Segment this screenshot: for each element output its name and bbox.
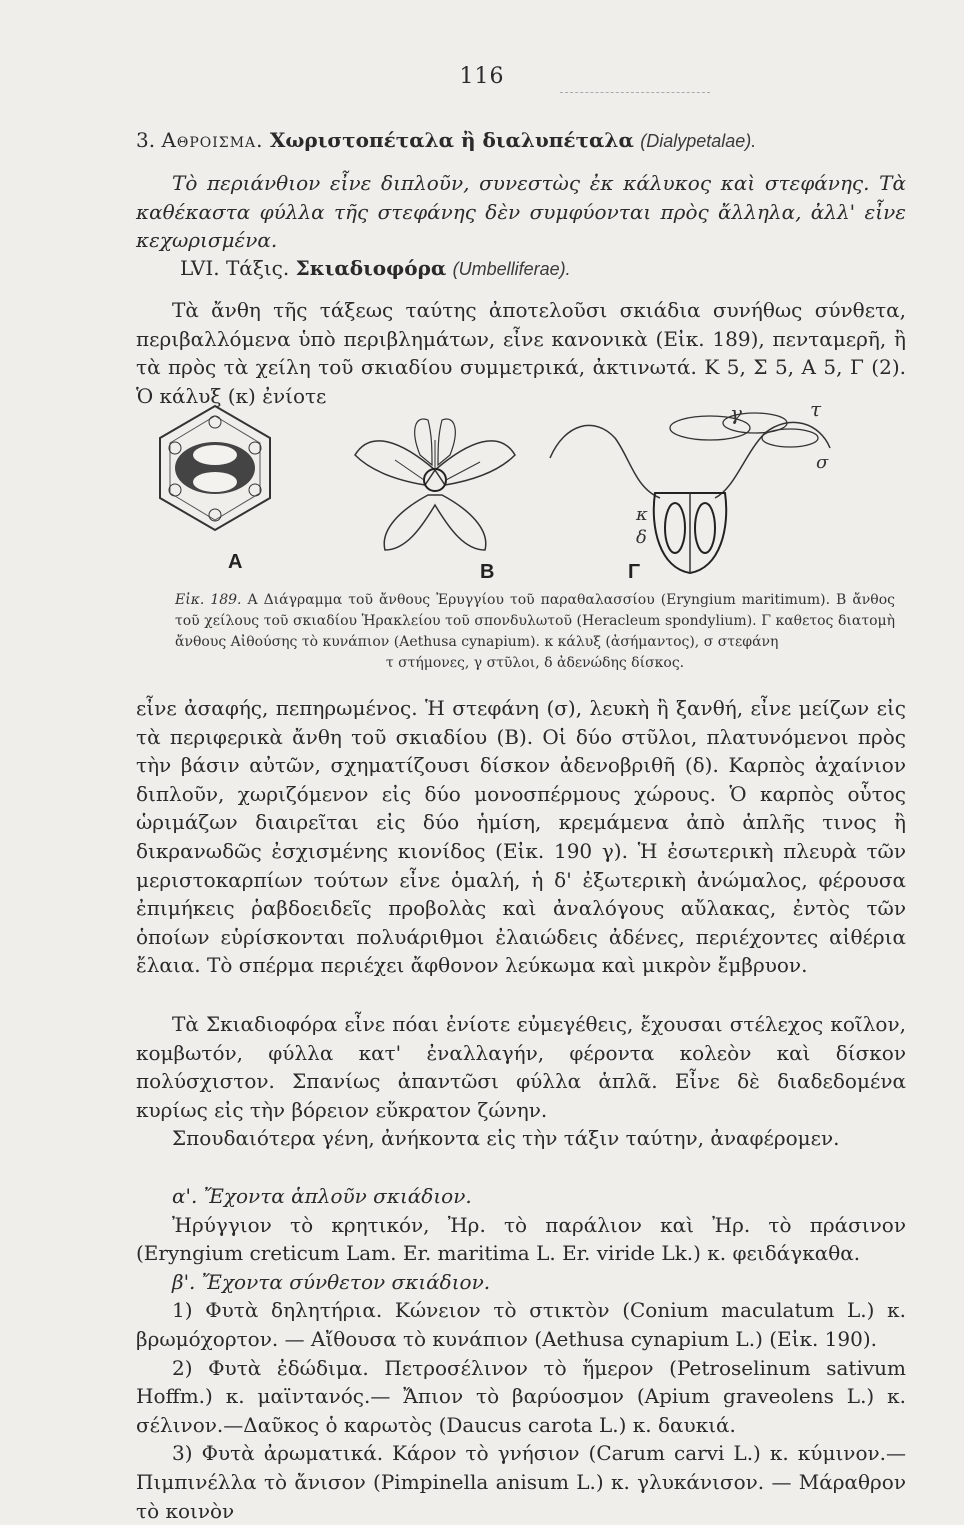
list-b-heading: β'. Ἔχοντα σύνθετον σκιάδιον. bbox=[172, 1269, 491, 1294]
list-b3: 3) Φυτὰ ἀρωματικά. Κάρον τὸ γνήσιον (Carum carvi L.) κ. κύμινον.— Πιμπινέλλα τὸ ἄνισον (Pimpinella anisum L.) κ. γλυκάνισον. — Μάραθρον τὸ κοινὸν bbox=[136, 1441, 906, 1523]
order-word: Τάξις. bbox=[225, 256, 290, 280]
paragraphs-3-4 bbox=[136, 1010, 906, 1153]
part-label-gamma: γ bbox=[730, 401, 742, 425]
figure-a-diagram bbox=[150, 398, 280, 573]
page-number: 116 bbox=[459, 64, 505, 89]
page-number-rule bbox=[560, 92, 710, 93]
paragraph-4: Σπουδαιότερα γένη, ἀνήκοντα εἰς τὴν τάξιν ταύτην, ἀναφέρομεν. bbox=[172, 1126, 840, 1151]
caption-last-line: τ στήμονες, γ στῦλοι, δ ἀδενώδης δίσκος. bbox=[385, 655, 685, 671]
heading-bold: Χωριστοπέταλα ἢ διαλυπέταλα bbox=[269, 128, 634, 152]
genera-list bbox=[136, 1182, 906, 1525]
caption-number: Εἰκ. 189. bbox=[175, 592, 242, 608]
list-b2: 2) Φυτὰ ἐδώδιμα. Πετροσέλινον τὸ ἥμερον (Petroselinum sativum Hoffm.) κ. μαϊντανός.— Ἄπιον τὸ βαρύοσμον (Apium graveolens L.) κ. σέλινον.—Δαῦκος ὁ καρωτὸς (Daucus carota L.) κ. δαυκιά. bbox=[136, 1355, 906, 1437]
heading-latin: (Dialypetalae). bbox=[640, 131, 757, 151]
part-label-delta: δ bbox=[636, 527, 647, 548]
figure-g-section bbox=[540, 398, 840, 583]
figure-b-label: B bbox=[480, 561, 495, 583]
order-bold: Σκιαδιοφόρα bbox=[295, 256, 447, 280]
list-a-heading: α'. Ἔχοντα ἁπλοῦν σκιάδιον. bbox=[172, 1184, 472, 1208]
figure-189 bbox=[150, 398, 850, 588]
heading-word: Αθροισμα. bbox=[161, 128, 264, 152]
order-heading bbox=[180, 254, 900, 284]
part-label-kappa: κ bbox=[636, 504, 648, 525]
part-label-tau: τ bbox=[810, 398, 822, 421]
intro-paragraph: Τὸ περιάνθιον εἶνε διπλοῦν, συνεστὼς ἐκ κάλυκος καὶ στεφάνης. Τὰ καθέκαστα φύλλα τῆς στεφάνης δὲν συμφύονται πρὸς ἄλληλα, ἀλλ' εἶνε κεχωρισμένα. bbox=[136, 171, 906, 253]
paragraph-3: Τὰ Σκιαδιοφόρα εἶνε πόαι ἐνίοτε εὐμεγέθεις, ἔχουσαι στέλεχος κοῖλον, κομβωτόν, φύλλα κατ' ἐναλλαγήν, φέροντα κολεὸν καὶ δίσκον πολύσχιστον. Σπανίως ἀπαντῶσι φύλλα ἁπλᾶ. Εἶνε δὲ διαδεδομένα κυρίως εἰς τὴν βόρειον εὔκρατον ζώνην. bbox=[136, 1012, 906, 1122]
figure-b-flower bbox=[340, 400, 530, 585]
figure-g-label: Γ bbox=[628, 561, 641, 583]
caption-text: Α Διάγραμμα τοῦ ἄνθους Ἐρυγγίου τοῦ παραθαλασσίου (Eryngium maritimum). Β ἄνθος τοῦ χείλους τοῦ σκιαδίου Ἡρακλείου τοῦ σπονδυλωτοῦ (Heracleum spondylium). Γ καθετος διατομὴ ἄνθους Αἰθούσης τὸ κυνάπιον (Aethusa cynapium). κ κάλυξ (ἀσήμαντος), σ στεφάνη bbox=[175, 592, 895, 650]
list-a-body: Ἠρύγγιον τὸ κρητικόν, Ἠρ. τὸ παράλιον καὶ Ἠρ. τὸ πράσινον (Eryngium creticum Lam. Er. maritima L. Er. viride Lk.) κ. φειδάγκαθα. bbox=[136, 1212, 906, 1266]
figure-caption bbox=[175, 590, 895, 674]
heading-number: 3. bbox=[136, 128, 162, 152]
part-label-sigma: σ bbox=[816, 452, 829, 473]
figure-a-label: A bbox=[228, 551, 243, 573]
order-number: LVI. bbox=[180, 256, 220, 280]
list-b1: 1) Φυτὰ δηλητήρια. Κώνειον τὸ στικτὸν (Conium maculatum L.) κ. βρωμόχορτον. — Αἴθουσα τὸ κυνάπιον (Aethusa cynapium L.) (Εἰκ. 190). bbox=[136, 1298, 906, 1351]
order-latin: (Umbelliferae). bbox=[452, 259, 571, 279]
paragraph-2: εἶνε ἀσαφής, πεπηρωμένος. Ἡ στεφάνη (σ), λευκὴ ἢ ξανθή, εἶνε μείζων εἰς τὰ περιφερικὰ ἄνθη τοῦ σκιαδίου (Β). Οἱ δύο στῦλοι, πλατυνόμενοι πρὸς τὴν βάσιν αὐτῶν, σχηματίζουσι δίσκον ἀδενοβριθῆ (δ). Καρπὸς ἀχαίνιον διπλοῦν, χωριζόμενον εἰς δύο μονοσπέρμους χώρους. Ὁ καρπὸς οὗτος ὡριμάζων διαιρεῖται εἰς δύο ἡμίση, κρεμάμενα ἀπὸ ἁπλῆς τινος ἢ δικρανωδῶς ἐσχισμένης κιονίδος (Εἰκ. 190 γ). Ἡ ἐσωτερικὴ πλευρὰ τῶν μεριστοκαρπίων τούτων εἶνε ὁμαλή, ἡ δ' ἐξωτερικὴ ἀνώμαλος, φέρουσα ἐπιμήκεις ῥαβδοειδεῖς προβολὰς καὶ ἀναλόγους αὔλακας, ἐντὸς τῶν ὁποίων εὑρίσκονται πολυάριθμοι ἐλαιώδεις ἀδένες, περιέχοντες αἰθέρια ἔλαια. Τὸ σπέρμα περιέχει ἄφθονον λεύκωμα καὶ μικρὸν ἔμβρυον. bbox=[136, 696, 906, 978]
paragraph-1: Τὰ ἄνθη τῆς τάξεως ταύτης ἀποτελοῦσι σκιάδια συνήθως σύνθετα, περιβαλλόμενα ὑπὸ περιβλημάτων, εἶνε κανονικὰ (Εἰκ. 189), πενταμερῆ, ἢ τὰ πρὸς τὰ χείλη τοῦ σκιαδίου συμμετρικά, ἀκτινωτά. Κ 5, Σ 5, Α 5, Γ (2). Ὁ κάλυξ (κ) ἐνίοτε bbox=[136, 298, 906, 408]
section-heading bbox=[136, 126, 906, 156]
